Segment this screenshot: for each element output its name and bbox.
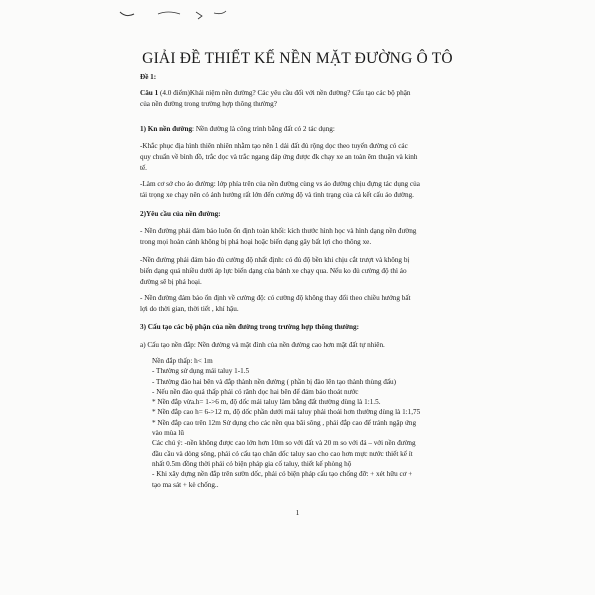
text-line: tế.	[140, 164, 147, 172]
text-line: đầu cầu và dòng sông, phải có cấu tạo chân dốc taluy sao cho cao hơn mực nước thiết kế ít	[152, 449, 413, 458]
section-definition-lead: : Nền đường là công trình bằng đất có 2 tác dụng:	[192, 125, 335, 133]
definition-paragraph-2	[140, 179, 510, 201]
text-line: -Làm cơ sở cho áo đường: lớp phía trên của nền đường cùng vs áo đường chịu đựng tác dụng của	[140, 180, 420, 188]
text-line: đường sẽ bị phá hoại.	[140, 278, 202, 286]
requirements-paragraph-2	[140, 255, 510, 288]
text-line: Các chú ý: -nền không được cao lớn hơn 10m so với đất và 20 m so với đá – với nền đường	[152, 439, 416, 448]
text-line: tải trọng xe chạy nên có ảnh hưởng rất lớn đến cường độ và tình trạng của cả kết cấu áo đường.	[140, 191, 414, 199]
text-line: - Nền đường đảm bảo ổn định về cường độ: có cường độ không thay đổi theo chiều hướng bất	[140, 294, 411, 302]
text-line: - Nền đường phải đảm bảo luôn ổn định toàn khối: kích thước hình học và hình dạng nền đường	[140, 227, 417, 235]
section-structure-heading: 3) Cấu tạo các bộ phận của nền đường trong trường hợp thông thường:	[140, 323, 360, 331]
text-line: vào mùa lũ	[152, 429, 184, 438]
structure-details	[140, 356, 510, 490]
section-definition-heading: 1) Kn nền đường	[140, 125, 193, 133]
exam-label: Đề 1:	[140, 73, 157, 81]
document-title: GIẢI ĐỀ THIẾT KẾ NỀN MẶT ĐƯỜNG Ô TÔ	[142, 50, 453, 67]
requirements-paragraph-1	[140, 226, 510, 248]
text-line: -Khắc phục địa hình thiên nhiên nhằm tạo nên 1 dải đất đủ rộng dọc theo tuyến đường có các	[140, 142, 408, 150]
text-line: - Khi xây dựng nền đắp trên sườn dốc, phải có biện pháp cấu tạo chống đỡ: + xét hữu cơ +	[152, 470, 413, 479]
text-line: trong mọi hoàn cảnh không bị phá hoại hoặc biến dạng gây bất lợi cho thông xe.	[140, 238, 372, 246]
page-number: 1	[295, 508, 300, 517]
text-line: quy chuẩn về bình đồ, trắc dọc và trắc ngang đáp ứng được đk chạy xe an toàn êm thuận và kinh	[140, 153, 418, 161]
text-line: - Nếu nền đào quá thấp phải có rãnh dọc hai bên để đảm bảo thoát nước	[152, 387, 359, 396]
question-1-line-2: của nền đường trong trường hợp thông thường?	[140, 100, 277, 108]
scan-artifact-marks	[0, 0, 595, 40]
question-1	[140, 88, 510, 110]
text-line: - Thường đào hai bên và đắp thành nền đường ( phần bị đào lên tạo thành thùng đấu)	[152, 377, 397, 386]
question-1-line-1: (4.0 điểm)Khái niệm nền đường? Các yêu cầu đối với nền đường? Cấu tạo các bộ phận	[158, 89, 411, 97]
text-line: - Thường sử dụng mái taluy 1-1.5	[152, 367, 250, 376]
text-line: tạo ma sát + kè chống..	[152, 480, 219, 489]
question-1-label: Câu 1	[140, 89, 159, 97]
text-line: * Nền đắp cao trên 12m Sử dụng cho các nền qua bãi sông , phải đắp cao để tránh ngập ứng	[152, 418, 417, 427]
text-line: Nền đắp thấp: h< 1m	[152, 357, 213, 365]
text-line: biến dạng quá nhiều dưới áp lực biến dạng của bánh xe chạy qua. Nếu ko đủ cường độ thì áo	[140, 267, 407, 275]
text-line: * Nền đắp cao h= 6->12 m, độ dốc phần dưới mái taluy phải thoải hơn thường dùng là 1:1,75	[152, 408, 421, 417]
requirements-paragraph-3	[140, 293, 510, 315]
text-line: -Nền đường phải đảm bảo đủ cường độ nhất định: có đủ độ bền khi chịu cắt trượt và không bị	[140, 256, 410, 264]
text-line: * Nền đắp vừa.h= 1->6 m, độ dốc mái taluy làm bằng đất thường dùng là 1:1.5.	[152, 398, 381, 407]
section-definition	[140, 124, 510, 135]
text-line: nhất 0.5m đồng thời phải có biện pháp gia cố taluy, thiết kế phòng hộ	[152, 459, 352, 468]
structure-subheading-a: a) Cấu tạo nền đắp: Nền đường và mặt đỉnh của nền đường cao hơn mặt đất tự nhiên.	[140, 341, 385, 349]
definition-paragraph-1	[140, 141, 510, 174]
section-requirements-heading: 2)Yêu cầu của nền đường:	[140, 210, 221, 218]
text-line: lợi do thời gian, thời tiết , khí hậu.	[140, 305, 239, 313]
